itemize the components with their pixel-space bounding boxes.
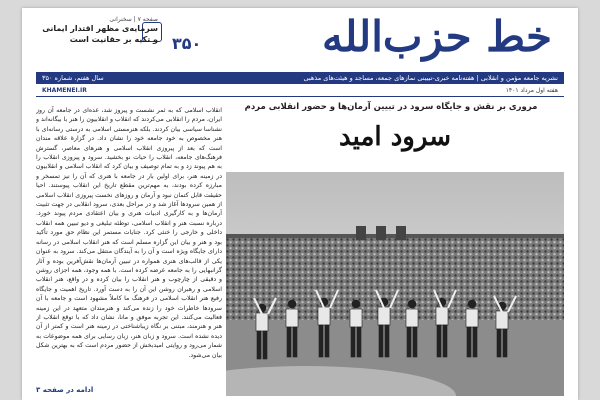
masthead-quote: سرمایه‌ی مظهر اقتدار ایمانی و تکیه بر حقانیت است (42, 24, 158, 44)
article-column (36, 106, 222, 396)
newsletter-page (22, 8, 578, 400)
article-kicker: مروری بر نقش و جایگاه سرود در تبیین آرمان‌ها و حضور انقلابی مردم (244, 102, 538, 112)
publication-logo: خط حزب‌الله (321, 12, 552, 61)
cover-photo (226, 172, 564, 396)
publication-description: نشریه جامعه مؤمن و انقلابی | هفته‌نامه خبری-تبیینی نمازهای جمعه، مساجد و هیئت‌های مذهبی (303, 74, 558, 82)
masthead (22, 8, 578, 66)
website-label: KHAMENEI.IR (42, 87, 87, 94)
page-tag: صفحه ۷ | سخنرانی (109, 16, 158, 23)
date-bar (36, 87, 564, 97)
issue-info: سال هفتم، شماره ۳۵۰ (42, 74, 104, 82)
cover-story (226, 100, 564, 396)
info-bar (36, 72, 564, 84)
continued-note: ادامه در صفحه ۳ (36, 386, 94, 394)
stadium-choir-photo (226, 172, 564, 396)
issue-date: هفته اول مرداد ۱۴۰۱ (505, 87, 558, 94)
issue-number: ۳۵۰ (172, 34, 202, 53)
masthead-side-note (38, 16, 158, 45)
article-body: انقلاب اسلامی که به ثمر نشست و پیروز شد، عده‌ای در جامعه آن روز ایران، مردم را انقلابی می‌کردند که انقلاب و انقلابیون را هنر با بیگانه‌اند و نشناسا سیاسی بیان کردند. بلکه هنرمستی اسلامی به درستی رسانه‌ای با هنر مخصوص به خود جامعه خود را نشان داد. در گزارهٔ علاقه مندان است که بعد از پیروزی انقلاب اسلامی و هنرهای معاصر، گسترش فرهنگ‌های جامعه، انقلاب را حیات نو بخشید. سرود و پیروزی انقلاب را به هم پیوند زد و به تمام توصیف و بیان کرد که انقلاب اسلامی و انقلابیون در زمینه هنر، برای اولین بار در جامعه با هنری که آن را نیز تمسخر و مبارزه کرده بودند، به مهم‌ترین مقطع تاریخ این انقلاب پیوستند. احیا حقیقت قابل کتمان نبود و آرمان و روزهای نخست پیروزی انقلاب اسلامی از همین سرودها آغاز شد و در مراحل بعدی، سرود انقلابی در جهت تثبیت آرمان‌ها و به کارگیری ادبیات هنری و بیان اعتقادی مردم پیوند خورد. درباره نسبت هنر و انقلاب اسلامی، توطئه تبلیغی و دیو تبیین همه انقلاب داخلی و خارجی را خنثی کرد. جنایات مستمر این نظام حق مورد تأکید بود و هنر و بیان این گزاره مسلم است که هنر انقلاب اسلامی در رسانه دارای جایگاه ویژه است و آن را به آیندگان منتقل می‌کند. سرود به عنوان یکی از قالب‌های هنری همواره در تبیین آرمان‌ها نقش‌آفرین بوده و آثار گرانبهایی را به جامعه عرضه کرده است. با همه وجود، همه اجزای روشن و دقیقی از چارچوب و هنر انقلاب را بیان کرده و در واقع، هنر انقلاب اسلامی و رهبران روشن این آن را به دست آورد. تاریخ اهمیت و جایگاه رفیع هنر انقلاب اسلامی در فرهنگ ما کاملاً مشهود است و جامعه با آن سرودها خاطرات خود را زنده می‌کند و هنرمندان متعهد در این زمینه فعالیت می‌کنند. این تجربه موفق و مانا، نشان داد که با توقع انقلاب از هنر و هنرمند، مبتنی بر نگاه زیبا‌شناختی در زمینه هنر است و کمتر از آن دیده نشده است. سرود و زبان هنر، زبان رسایی برای همه موضوعات به شمار می‌رود و روایتی امیدبخش از حضور مردم است که به بهترین شکل بیان می‌شود. (36, 107, 222, 359)
article-title: سرود امید (339, 122, 451, 152)
